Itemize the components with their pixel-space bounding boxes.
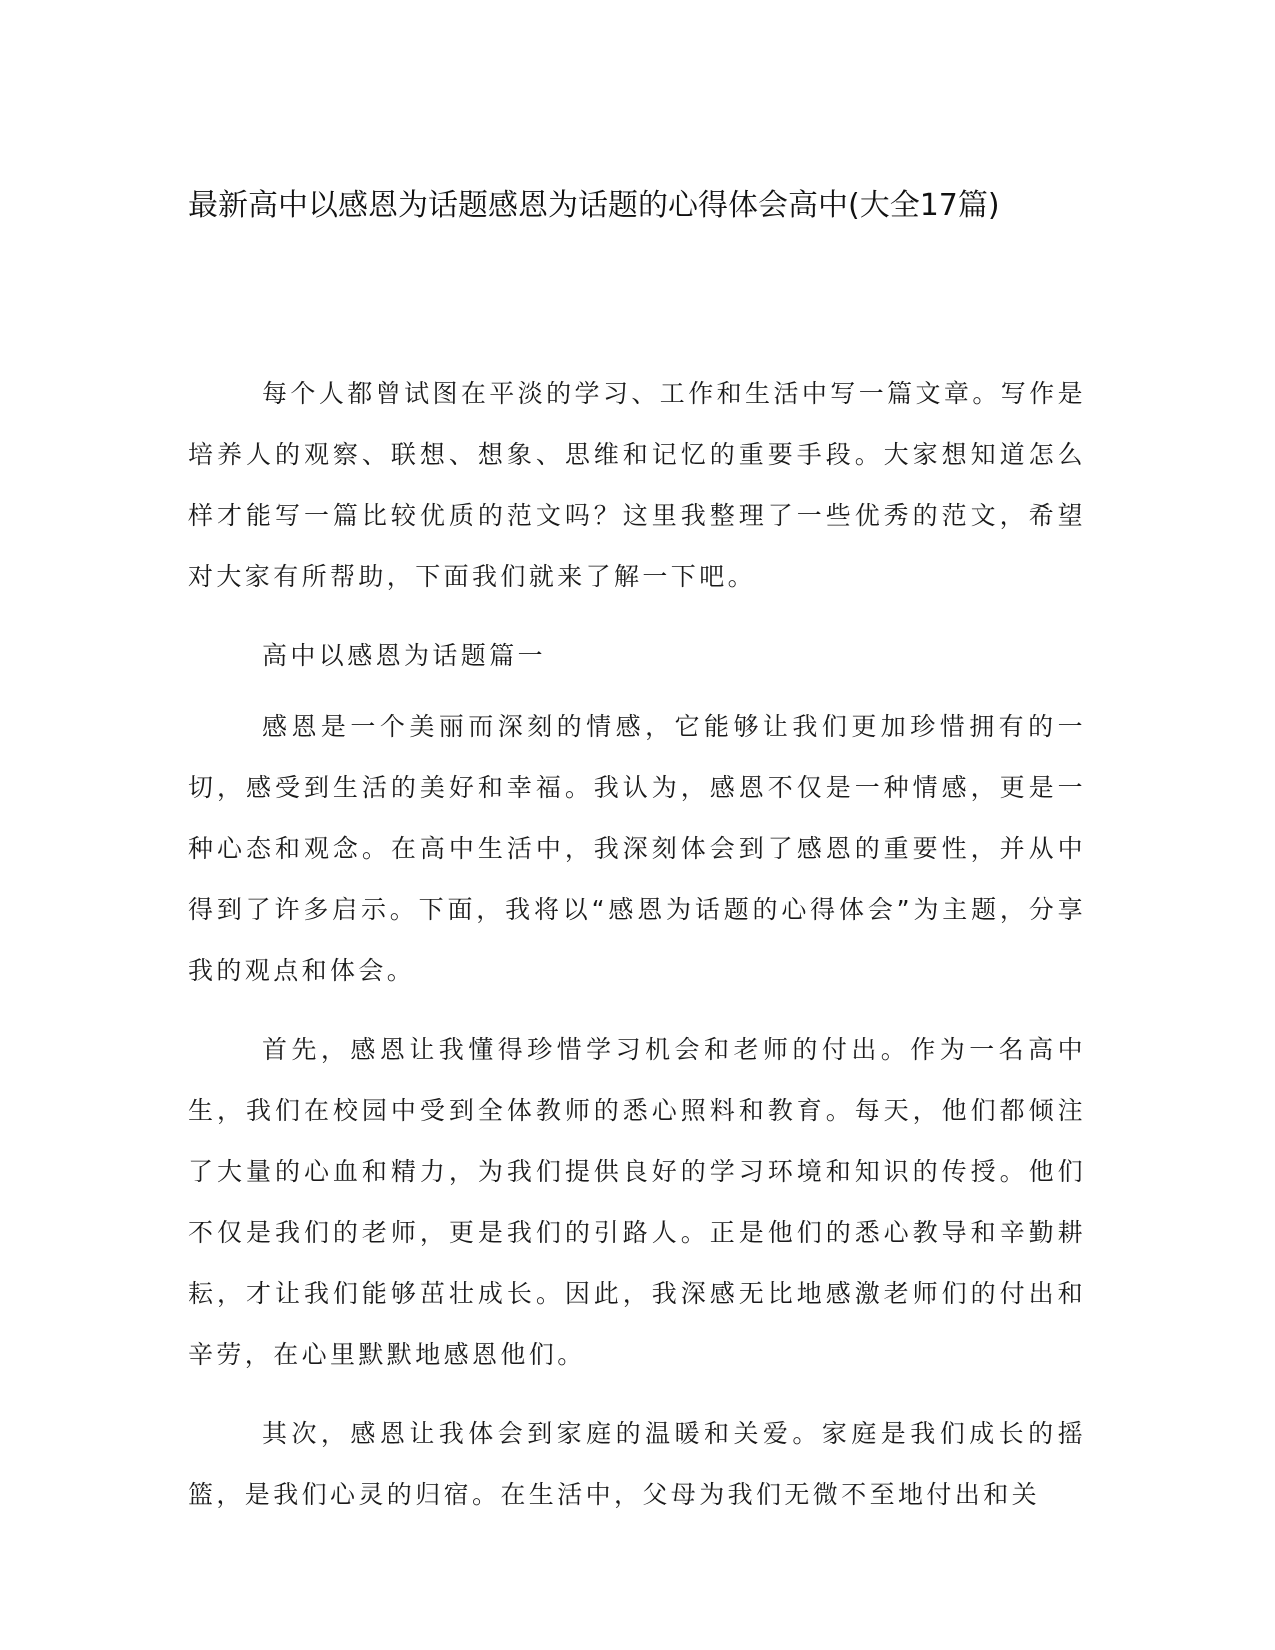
document-title: 最新高中以感恩为话题感恩为话题的心得体会高中(大全17篇) bbox=[188, 188, 1000, 223]
body-paragraph: 感恩是一个美丽而深刻的情感，它能够让我们更加珍惜拥有的一切，感受到生活的美好和幸福。我认为，感恩不仅是一种情感，更是一种心态和观念。在高中生活中，我深刻体会到了感恩的重要性，并从中得到了许多启示。下面，我将以“感恩为话题的心得体会”为主题，分享我的观点和体会。 bbox=[188, 712, 1086, 985]
body-paragraph: 其次，感恩让我体会到家庭的温暖和关爱。家庭是我们成长的摇篮，是我们心灵的归宿。在生活中，父母为我们无微不至地付出和关 bbox=[188, 1419, 1086, 1509]
body-paragraph: 首先，感恩让我懂得珍惜学习机会和老师的付出。作为一名高中生，我们在校园中受到全体教师的悉心照料和教育。每天，他们都倾注了大量的心血和精力，为我们提供良好的学习环境和知识的传授。他们不仅是我们的老师，更是我们的引路人。正是他们的悉心教导和辛勤耕耘，才让我们能够茁壮成长。因此，我深感无比地感激老师们的付出和辛劳，在心里默默地感恩他们。 bbox=[188, 1035, 1086, 1369]
section-heading: 高中以感恩为话题篇一 bbox=[262, 641, 547, 670]
intro-paragraph: 每个人都曾试图在平淡的学习、工作和生活中写一篇文章。写作是培养人的观察、联想、想象、思维和记忆的重要手段。大家想知道怎么样才能写一篇比较优质的范文吗？这里我整理了一些优秀的范文，希望对大家有所帮助，下面我们就来了解一下吧。 bbox=[188, 379, 1086, 591]
document-body bbox=[188, 363, 1086, 1543]
